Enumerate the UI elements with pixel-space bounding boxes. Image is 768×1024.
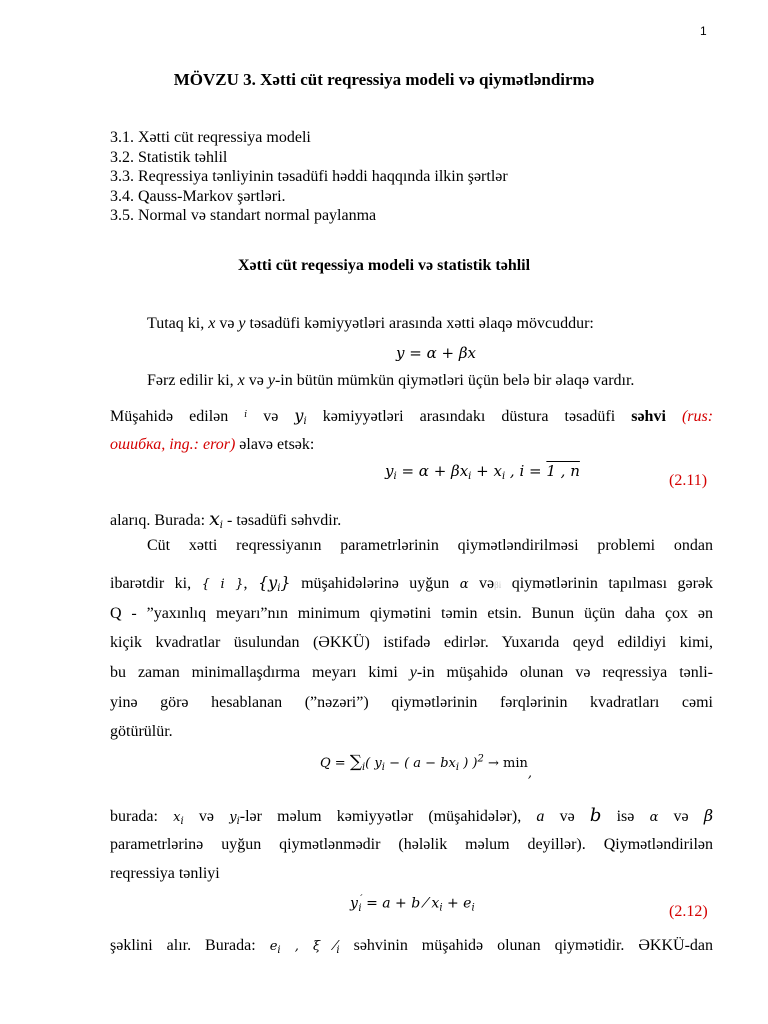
paragraph-assumption: Fərz edilir ki, x və y-in bütün mümkün qiymətləri üçün belə bir əlaqə vardır. [147, 372, 635, 389]
section-title: Xətti cüt reqessiya modeli və statistik təhlil [237, 257, 531, 274]
page-number: 1 [700, 24, 707, 38]
paragraph-error-def: alarıq. Burada: $x_i$ - təsadüfi səhvdir. [110, 508, 342, 531]
paragraph-estimation-line2: ibarətdir ki, { i }, $\{y_i\}$ müşahidələrinə uyğun α vəβi qiymətlərinin tapılması gərək [110, 573, 714, 594]
formula-linear: y = α + βx [396, 344, 476, 362]
toc-item: 3.2. Statistik təhlil [110, 148, 228, 166]
formula-least-squares: $Q = \sum_i$( $y_i$ − ( $a - bx_i$ ) )$^2$ → min, [320, 752, 533, 781]
paragraph-parameters-line1: burada: $x_i$ və $y_i$-lər məlum kəmiyyətlər (müşahidələr), a və b isə α və β [110, 805, 714, 827]
page-title: MÖVZU 3. Xətti cüt reqressiya modeli və qiymətləndirmə [173, 70, 595, 89]
paragraph-intro: Tutaq ki, x və y təsadüfi kəmiyyətləri arasında xətti əlaqə mövcuddur: [147, 315, 594, 332]
paragraph-parameters-line2: parametrlərinə uyğun qiymətlənmədir (hələlik məlum deyillər). Qiymətləndirilən [110, 836, 713, 853]
paragraph-observed-line2: ошибка, ing.: eror) əlavə etsək: [110, 436, 315, 453]
paragraph-estimation-line7: götürülür. [110, 723, 173, 740]
paragraph-estimation-line4: kiçik kvadratlar üsulundan (ƏKKÜ) istifadə edirlər. Yuxarıda qeyd edildiyi kimi, [110, 634, 713, 651]
table-of-contents [110, 128, 508, 226]
paragraph-parameters-line3: reqressiya tənliyi [110, 865, 220, 882]
paragraph-estimation-line5: bu zaman minimallaşdırma meyarı kimi y-in müşahidə olunan və reqressiya tənli- [110, 664, 713, 681]
paragraph-estimation-line1: Cüt xətti reqressiyanın parametrlərinin qiymətləndirilməsi problemi ondan [147, 537, 713, 554]
paragraph-estimation-line6: yinə görə hesablanan (”nəzəri”) qiymətlərinin fərqlərinin kvadratları cəmi [110, 694, 713, 711]
formula-estimated-regression: $y^ˊ_i = a + b$ ⁄ $x_i + e_i$ [350, 895, 475, 914]
formula-regression-error: $y_i = \alpha + \beta x_i + x_i$ , i = 1 , n [385, 462, 580, 482]
equation-number: (2.11) [669, 472, 708, 489]
paragraph-residual: şəklini alır. Burada: $e_i$ , ξ $⁄_i$ səhvinin müşahidə olunan qiymətidir. ƏKKÜ-dan [110, 937, 714, 956]
toc-item: 3.3. Reqressiya tənliyinin təsadüfi həddi haqqında ilkin şərtlər [110, 168, 508, 185]
toc-item: 3.4. Qauss-Markov şərtləri. [110, 187, 286, 205]
paragraph-estimation-line3: Q - ”yaxınlıq meyarı”nın minimum qiymətini təmin etsin. Bunun üçün daha çox ən [110, 605, 713, 622]
equation-number: (2.12) [669, 903, 708, 920]
paragraph-observed-line: Müşahidə edilən $^i$ və $y_i$ kəmiyyətləri arasındakı düstura təsadüfi səhvi (rus: [110, 406, 714, 427]
toc-item: 3.5. Normal və standart normal paylanma [110, 207, 377, 224]
toc-item: 3.1. Xətti cüt reqressiya modeli [110, 129, 311, 146]
